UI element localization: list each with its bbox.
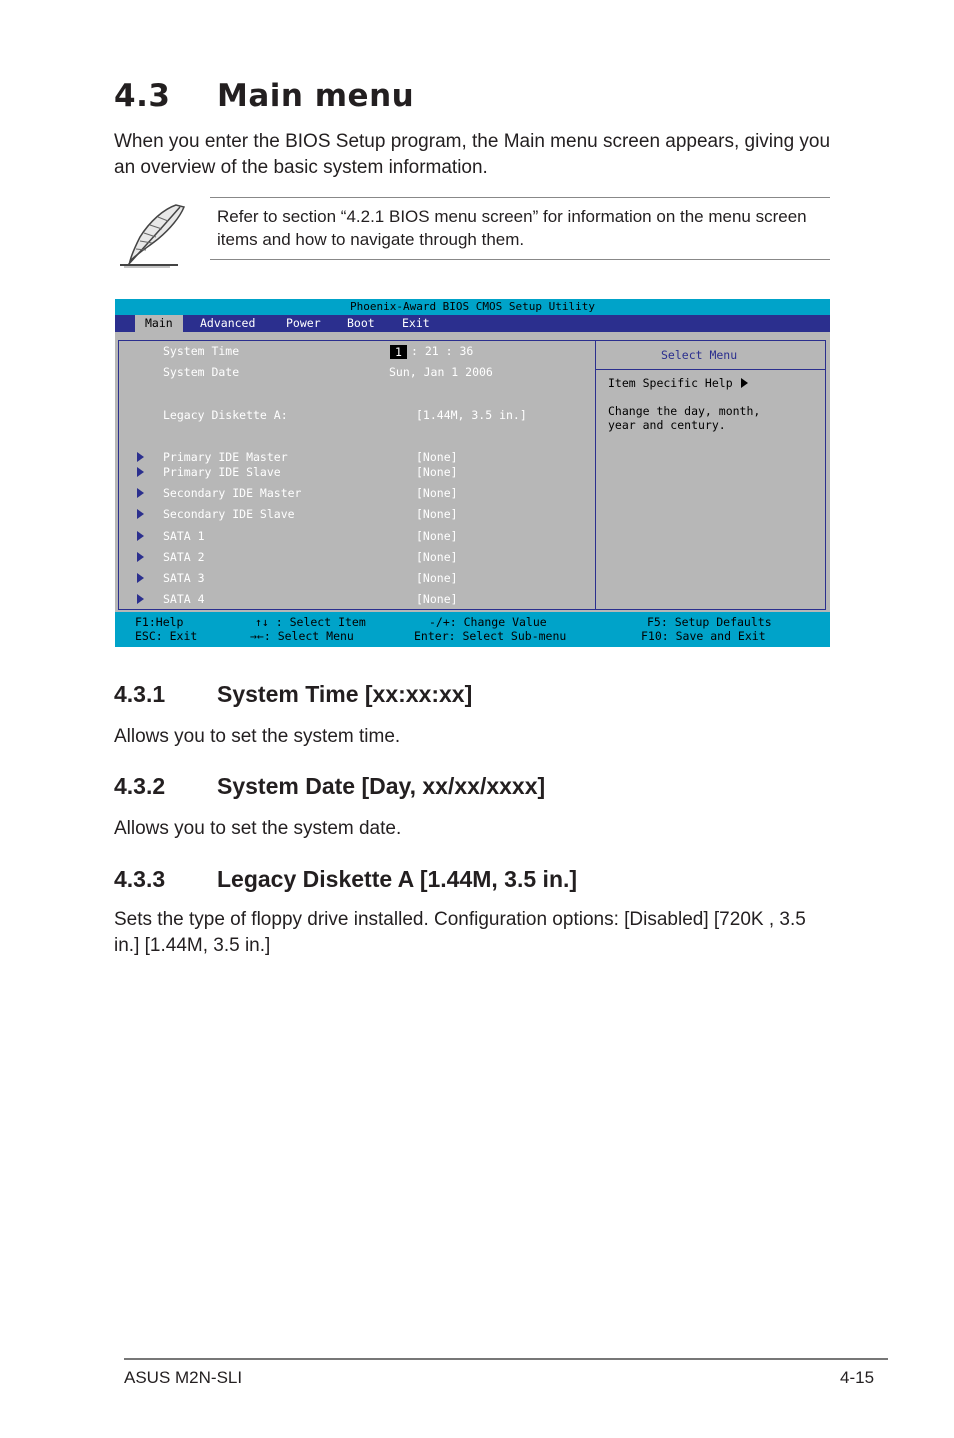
value-sata-1[interactable]: [None]: [416, 529, 458, 543]
bios-footer: [115, 612, 830, 647]
intro-paragraph: When you enter the BIOS Setup program, the Main menu screen appears, giving you an overview of the basic system information.: [114, 131, 831, 178]
item-primary-ide-slave[interactable]: Primary IDE Slave: [163, 465, 281, 479]
section-heading: [114, 866, 577, 893]
footer-f1: F1:Help: [135, 615, 184, 629]
value-system-date[interactable]: Sun, Jan 1 2006: [389, 365, 493, 379]
item-sata-3[interactable]: SATA 3: [163, 571, 205, 585]
item-system-date[interactable]: System Date: [163, 365, 240, 379]
footer-rule: [124, 1358, 888, 1360]
feather-pen-icon: [114, 203, 196, 269]
section-heading: [114, 681, 472, 708]
value-secondary-ide-master[interactable]: [None]: [416, 486, 458, 500]
menu-tab-exit[interactable]: Exit: [402, 316, 430, 330]
section-number: 4.3.2: [114, 773, 166, 799]
value-system-time[interactable]: : 21 : 36: [411, 344, 474, 358]
value-primary-ide-slave[interactable]: [None]: [416, 465, 458, 479]
note-text: Refer to section “4.2.1 BIOS menu screen” for information on the menu screen items and how to navigate through them.: [217, 207, 807, 249]
item-sata-1[interactable]: SATA 1: [163, 529, 205, 543]
item-sata-2[interactable]: SATA 2: [163, 550, 205, 564]
bios-menubar: [115, 315, 830, 332]
value-sata-2[interactable]: [None]: [416, 550, 458, 564]
help-title: Item Specific Help: [608, 376, 733, 390]
footer-select-item: ↑↓ : Select Item: [255, 615, 366, 629]
value-sata-3[interactable]: [None]: [416, 571, 458, 585]
menu-tab-boot[interactable]: Boot: [347, 316, 375, 330]
footer-select-menu: →←: Select Menu: [250, 629, 354, 643]
help-description: Change the day, month, year and century.: [608, 404, 761, 432]
submenu-arrow-icon: [137, 467, 144, 477]
value-legacy-diskette[interactable]: [1.44M, 3.5 in.]: [416, 408, 527, 422]
section-title: System Time [xx:xx:xx]: [217, 681, 473, 707]
panel-divider: [595, 340, 596, 609]
bios-screen: [115, 299, 830, 647]
value-primary-ide-master[interactable]: [None]: [416, 450, 458, 464]
section-number: 4.3.3: [114, 866, 166, 892]
time-cursor[interactable]: 1: [390, 345, 407, 359]
item-secondary-ide-slave[interactable]: Secondary IDE Slave: [163, 507, 295, 521]
footer-change-value: -/+: Change Value: [429, 615, 547, 629]
menu-tab-main[interactable]: Main: [135, 315, 183, 332]
submenu-arrow-icon: [137, 531, 144, 541]
section-number: 4.3: [114, 78, 171, 114]
note-bottom-rule: [210, 259, 830, 260]
help-divider: [596, 369, 825, 370]
value-secondary-ide-slave[interactable]: [None]: [416, 507, 458, 521]
section-number: 4.3.1: [114, 681, 166, 707]
footer-enter: Enter: Select Sub-menu: [414, 629, 567, 643]
footer-f5: F5: Setup Defaults: [647, 615, 772, 629]
help-header: Select Menu: [661, 348, 738, 362]
menu-tab-advanced[interactable]: Advanced: [200, 316, 256, 330]
section-body: Allows you to set the system date.: [114, 818, 402, 839]
item-primary-ide-master[interactable]: Primary IDE Master: [163, 450, 288, 464]
item-system-time[interactable]: System Time: [163, 344, 240, 358]
section-heading: [114, 773, 545, 800]
submenu-arrow-icon: [137, 594, 144, 604]
note-top-rule: [210, 197, 830, 198]
item-sata-4[interactable]: SATA 4: [163, 592, 205, 606]
footer-product: ASUS M2N-SLI: [124, 1368, 243, 1387]
section-body: Sets the type of floppy drive installed. Configuration options: [Disabled] [720K , 3.5 in.] [1.44M, 3.5 in.]: [114, 909, 806, 956]
section-title: Main menu: [217, 78, 415, 114]
footer-page-number: 4-15: [840, 1368, 875, 1387]
page-title: [114, 78, 414, 114]
section-title: Legacy Diskette A [1.44M, 3.5 in.]: [217, 866, 578, 892]
submenu-arrow-icon: [137, 552, 144, 562]
submenu-arrow-icon: [137, 452, 144, 462]
bios-title: Phoenix-Award BIOS CMOS Setup Utility: [115, 299, 830, 315]
submenu-arrow-icon: [137, 509, 144, 519]
bios-main-panel: [115, 332, 830, 612]
value-sata-4[interactable]: [None]: [416, 592, 458, 606]
submenu-arrow-icon: [137, 573, 144, 583]
item-legacy-diskette[interactable]: Legacy Diskette A:: [163, 408, 288, 422]
section-body: Allows you to set the system time.: [114, 726, 401, 747]
footer-f10: F10: Save and Exit: [641, 629, 766, 643]
submenu-arrow-icon: [137, 488, 144, 498]
item-secondary-ide-master[interactable]: Secondary IDE Master: [163, 486, 302, 500]
footer-esc: ESC: Exit: [135, 629, 198, 643]
help-arrow-icon: [741, 378, 748, 388]
menu-tab-power[interactable]: Power: [286, 316, 321, 330]
section-title: System Date [Day, xx/xx/xxxx]: [217, 773, 546, 799]
